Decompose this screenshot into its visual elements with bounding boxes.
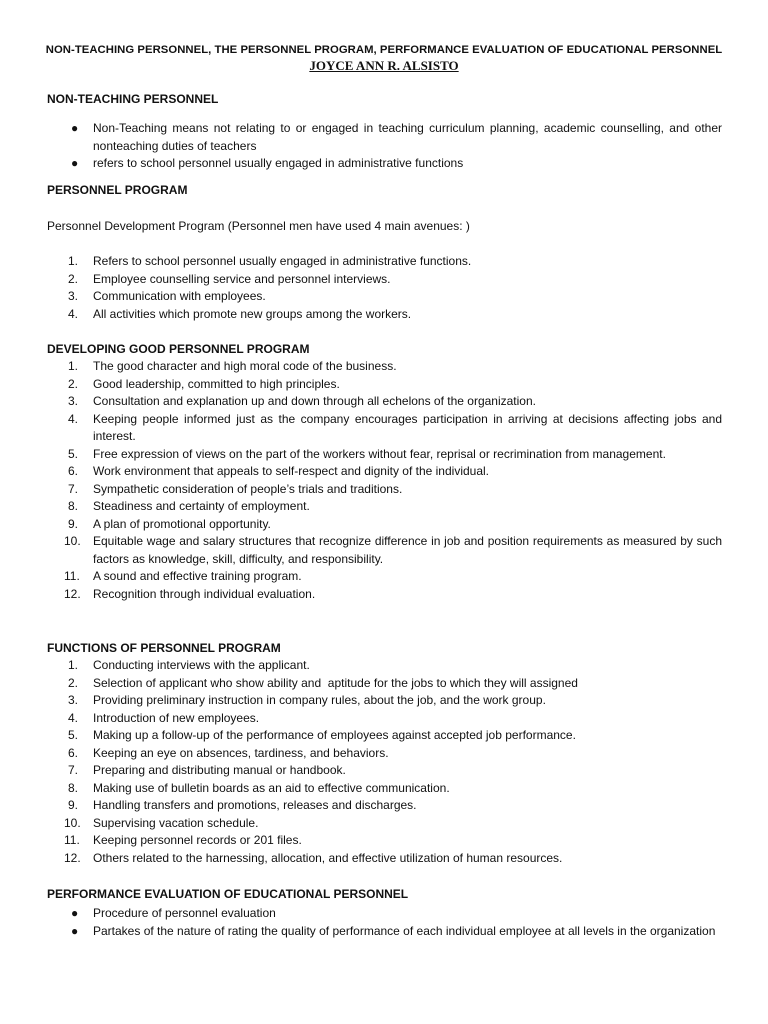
document-title: NON-TEACHING PERSONNEL, THE PERSONNEL PROGRAM, PERFORMANCE EVALUATION OF EDUCATIONAL PERSONNEL bbox=[45, 44, 723, 56]
list-item: ● refers to school personnel usually engaged in administrative functions bbox=[47, 155, 722, 173]
personnel-program-intro: Personnel Development Program (Personnel men have used 4 main avenues: ) bbox=[47, 219, 470, 233]
bullet-icon: ● bbox=[71, 923, 79, 938]
list-item: 9. Handling transfers and promotions, releases and discharges. bbox=[68, 798, 417, 812]
list-item: 2. Good leadership, committed to high principles. bbox=[68, 376, 340, 391]
heading-performance-evaluation: PERFORMANCE EVALUATION OF EDUCATIONAL PERSONNEL bbox=[47, 887, 409, 901]
list-item: 12. Recognition through individual evaluation. bbox=[64, 586, 316, 601]
list-personnel-avenues bbox=[47, 253, 722, 323]
list-item: 9. A plan of promotional opportunity. bbox=[68, 516, 271, 531]
list-item: 11. A sound and effective training program. bbox=[64, 569, 302, 583]
list-item: 2. Employee counselling service and personnel interviews. bbox=[68, 271, 391, 286]
heading-developing-program: DEVELOPING GOOD PERSONNEL PROGRAM bbox=[47, 342, 310, 356]
list-item: 5. Free expression of views on the part of the workers without fear, reprisal or recrimination from management. bbox=[68, 446, 666, 461]
list-item: ● Non-Teaching means not relating to or engaged in teaching curriculum planning, academic counselling, and other nonteaching duties of teachers bbox=[71, 121, 722, 153]
list-item: 6. Keeping an eye on absences, tardiness, and behaviors. bbox=[68, 745, 389, 760]
list-item: 10. Supervising vacation schedule. bbox=[64, 815, 259, 830]
list-item: 3. Communication with employees. bbox=[68, 289, 266, 303]
bullet-icon: ● bbox=[71, 906, 79, 920]
heading-personnel-program: PERSONNEL PROGRAM bbox=[47, 183, 188, 197]
list-item: 1. The good character and high moral code of the business. bbox=[68, 359, 397, 373]
list-item: 7. Sympathetic consideration of people’s trials and traditions. bbox=[68, 481, 403, 496]
list-performance-evaluation bbox=[47, 905, 722, 940]
list-item: 5. Making up a follow-up of the performance of employees against accepted job performance. bbox=[68, 728, 576, 742]
heading-functions: FUNCTIONS OF PERSONNEL PROGRAM bbox=[47, 641, 281, 655]
list-item: 7. Preparing and distributing manual or handbook. bbox=[68, 763, 346, 777]
list-item: 8. Steadiness and certainty of employment. bbox=[68, 499, 310, 513]
document-author: JOYCE ANN R. ALSISTO bbox=[309, 58, 459, 73]
bullet-icon: ● bbox=[71, 121, 79, 135]
heading-non-teaching: NON-TEACHING PERSONNEL bbox=[47, 92, 219, 106]
bullet-icon: ● bbox=[71, 156, 79, 170]
list-functions bbox=[47, 657, 722, 867]
list-item: 12. Others related to the harnessing, allocation, and effective utilization of human resources. bbox=[64, 850, 563, 865]
list-item: ● Procedure of personnel evaluation bbox=[47, 905, 722, 923]
list-item: 11. Keeping personnel records or 201 files. bbox=[64, 833, 302, 847]
list-item: 8. Making use of bulletin boards as an aid to effective communication. bbox=[68, 780, 450, 795]
list-item: 4. Introduction of new employees. bbox=[68, 710, 260, 725]
list-non-teaching bbox=[47, 120, 722, 173]
list-item: ● Partakes of the nature of rating the quality of performance of each individual employee at all levels in the organization bbox=[47, 923, 722, 941]
list-item: 10. Equitable wage and salary structures that recognize difference in job and position requirements as measured by such factors as knowledge, skill, difficulty, and responsibility. bbox=[64, 534, 722, 566]
list-item: 3. Providing preliminary instruction in company rules, about the job, and the work group. bbox=[68, 693, 546, 707]
list-item: 6. Work environment that appeals to self-respect and dignity of the individual. bbox=[68, 464, 489, 478]
list-item: 1. Conducting interviews with the applicant. bbox=[68, 658, 310, 672]
list-developing-program bbox=[47, 358, 722, 603]
list-item: 2. Selection of applicant who show ability and aptitude for the jobs to which they will assigned bbox=[68, 675, 578, 690]
list-item: 3. Consultation and explanation up and down through all echelons of the organization. bbox=[68, 394, 536, 408]
list-item: 4. All activities which promote new groups among the workers. bbox=[68, 306, 412, 321]
list-item: 4. Keeping people informed just as the company encourages participation in arriving at decisions affecting jobs and interest. bbox=[68, 411, 722, 443]
list-item: 1. Refers to school personnel usually engaged in administrative functions. bbox=[68, 254, 472, 268]
